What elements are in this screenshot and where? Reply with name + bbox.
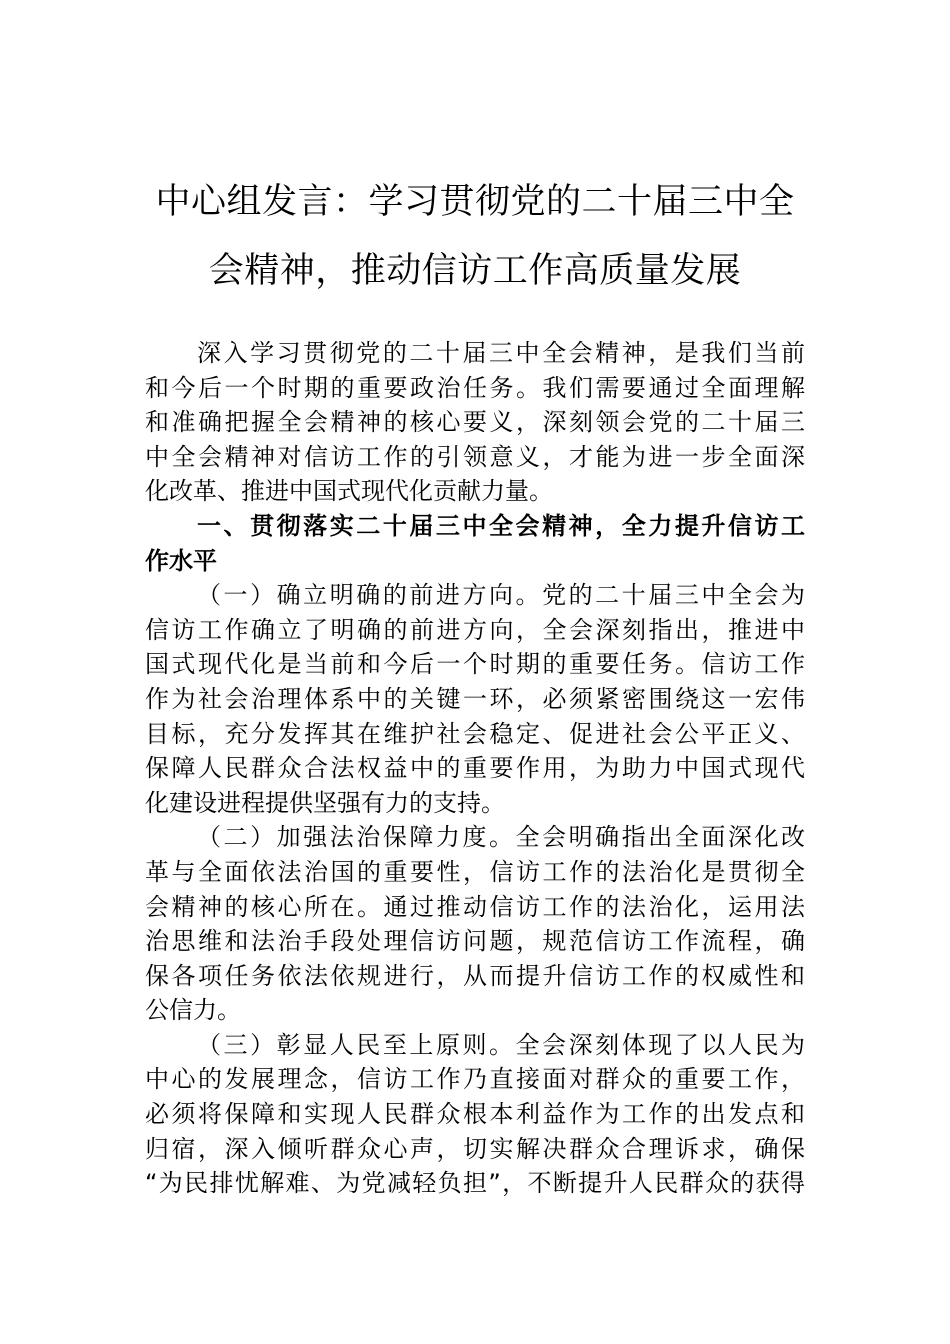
- paragraph-line: 保障人民群众合法权益中的重要作用，为助力中国式现代: [145, 754, 805, 783]
- section-heading-line: 作水平: [145, 546, 217, 575]
- paragraph-line: （三）彰显人民至上原则。全会深刻体现了以人民为: [197, 1030, 805, 1059]
- paragraph-line: 必须将保障和实现人民群众根本利益作为工作的出发点和: [145, 1100, 805, 1129]
- document-title-line-1: 中心组发言：学习贯彻党的二十届三中全: [155, 182, 795, 222]
- paragraph-line: 信访工作确立了明确的前进方向，全会深刻指出，推进中: [145, 615, 805, 644]
- paragraph-line: 公信力。: [145, 996, 241, 1025]
- paragraph-line: 和准确把握全会精神的核心要义，深刻领会党的二十届三: [145, 408, 805, 437]
- paragraph-line: 会精神的核心所在。通过推动信访工作的法治化，运用法: [145, 892, 805, 921]
- paragraph-line: 化改革、推进中国式现代化贡献力量。: [145, 477, 553, 506]
- paragraph-line: 化建设进程提供坚强有力的支持。: [145, 788, 505, 817]
- section-heading-line: 一、贯彻落实二十届三中全会精神，全力提升信访工: [197, 511, 805, 540]
- paragraph-line: 国式现代化是当前和今后一个时期的重要任务。信访工作: [145, 650, 805, 679]
- paragraph-line: 目标，充分发挥其在维护社会稳定、促进社会公平正义、: [145, 719, 805, 748]
- paragraph-line: 和今后一个时期的重要政治任务。我们需要通过全面理解: [145, 373, 805, 402]
- paragraph-line: （二）加强法治保障力度。全会明确指出全面深化改: [197, 823, 805, 852]
- document-body: [145, 336, 805, 1201]
- paragraph-line: 作为社会治理体系中的关键一环，必须紧密围绕这一宏伟: [145, 684, 805, 713]
- paragraph-line: 中心的发展理念，信访工作乃直接面对群众的重要工作，: [145, 1065, 805, 1094]
- document-title-line-2: 会精神，推动信访工作高质量发展: [208, 251, 742, 291]
- paragraph-line: （一）确立明确的前进方向。党的二十届三中全会为: [197, 581, 805, 610]
- paragraph-line: 治思维和法治手段处理信访问题，规范信访工作流程，确: [145, 927, 805, 956]
- paragraph-line: 革与全面依法治国的重要性，信访工作的法治化是贯彻全: [145, 857, 805, 886]
- paragraph-line: 保各项任务依法依规进行，从而提升信访工作的权威性和: [145, 961, 805, 990]
- paragraph-line: 归宿，深入倾听群众心声，切实解决群众合理诉求，确保: [145, 1134, 805, 1163]
- paragraph-line: 深入学习贯彻党的二十届三中全会精神，是我们当前: [197, 339, 805, 367]
- paragraph-line: 中全会精神对信访工作的引领意义，才能为进一步全面深: [145, 442, 805, 471]
- paragraph-line: “为民排忧解难、为党减轻负担”，不断提升人民群众的获得: [145, 1169, 805, 1198]
